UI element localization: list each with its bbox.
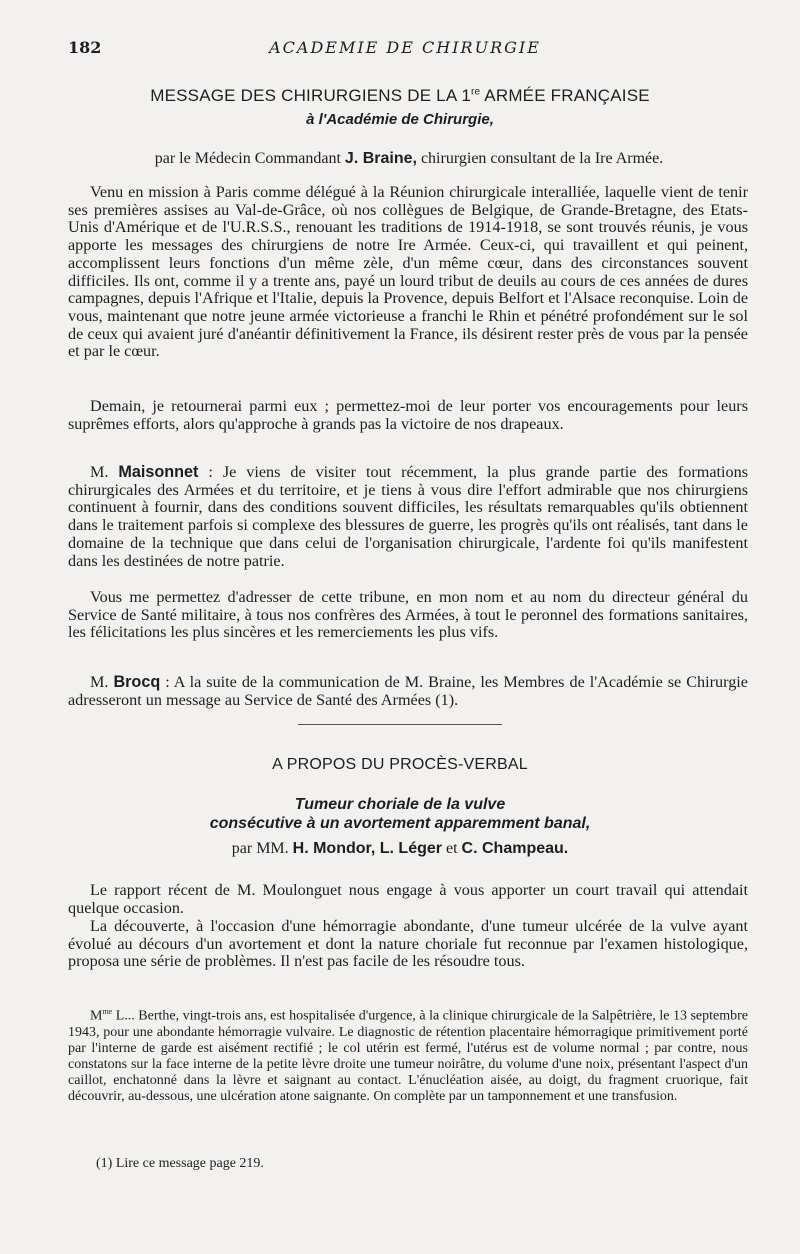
title-part-2: ARMÉE FRANÇAISE xyxy=(480,86,650,105)
brocq-prefix: M. xyxy=(90,673,114,691)
case-report xyxy=(68,1004,748,1105)
byline-suffix: chirurgien consultant de la Ire Armée. xyxy=(416,150,664,167)
maisonnet-paragraph xyxy=(68,464,748,570)
article-byline-and: et xyxy=(442,840,462,857)
maisonnet-prefix: M. xyxy=(90,463,119,481)
message-subtitle: à l'Académie de Chirurgie, xyxy=(306,111,494,128)
footnote: (1) Lire ce message page 219. xyxy=(96,1156,264,1171)
message-paragraph-2: Demain, je retournerai parmi eux ; permettez-moi de leur porter vos encouragements pour leurs suprêmes efforts, alors qu'approche à grands pas la victoire de nos drapeaux. xyxy=(68,397,748,433)
message-paragraph-1: Venu en mission à Paris comme délégué à la Réunion chirurgicale interalliée, laquelle vient de tenir ses premières assises au Val-de-Grâce, où nos collègues de Belgique, de Grande-Bretagne, des Etats-Unis d'Amérique et de l'U.R.S.S., renouant les traditions de 1914-1918, se sont trouvés réunis, je vous apporte les messages des chirurgiens de notre Ire Armée. Ceux-ci, qui travaillent et qui peinent, accomplissent leurs fonctions d'un même zèle, d'un même cœur, dans des circonstances souvent difficiles. Ils ont, comme il y a trente ans, payé un lourd tribut de deuils au cours de ces années de dures campagnes, depuis l'Afrique et l'Italie, depuis la Provence, depuis Belfort et l'Alsace reconquise. Loin de vous, maintenant que notre jeune armée victorieuse a franchi le Rhin et pénétré profondément sur le sol de ceux qui avaient juré d'anéantir définitivement la France, ils désirent rester près de vous par la pensée et par le cœur. xyxy=(68,183,748,361)
brocq-name: Brocq xyxy=(113,673,161,691)
article-byline-prefix: par MM. xyxy=(231,840,293,857)
article-title-line-1: Tumeur choriale de la vulve xyxy=(294,796,506,813)
maisonnet-text: : Je viens de visiter tout récemment, la plus grande partie des formations chirurgicales des Armées et du territoire, et je tiens à vous dire l'effort admirable que nos chirurgiens continuent à fournir, dans des conditions souvent difficiles, les résultats remarquables qu'ils obtiennent dans le traitement parfois si complexe des blessures de guerre, les progrès qu'ils ont réalisés, tant dans le domaine de la technique que dans celui de l'organisation chirurgicale, l'ardente foi qu'ils manifestent dans les destinées de notre patrie. xyxy=(68,463,748,570)
maisonnet-paragraph-2: Vous me permettez d'adresser de cette tribune, en mon nom et au nom du directeur général du Service de Santé militaire, à tous nos confrères des Armées, à tout le peronnel des formations sanitaires, les félicitations les plus sincères et les remerciements les plus vifs. xyxy=(68,588,748,642)
message-byline xyxy=(68,150,750,168)
article-byline xyxy=(0,840,800,858)
section-heading: A PROPOS DU PROCÈS-VERBAL xyxy=(272,756,528,773)
article-title xyxy=(0,795,800,833)
page-number: 182 xyxy=(68,38,102,57)
title-superscript: re xyxy=(471,86,481,98)
brocq-text: : A la suite de la communication de M. Braine, les Membres de l'Académie se Chirurgie adresseront un message au Service de Santé des Armées (1). xyxy=(68,673,748,709)
message-title xyxy=(60,86,740,106)
article-title-line-2: consécutive à un avortement apparemment banal, xyxy=(209,815,591,832)
case-prefix-superscript: me xyxy=(102,1007,113,1016)
byline-author: J. Braine, xyxy=(344,150,417,167)
article-paragraph-1: Le rapport récent de M. Moulonguet nous engage à vous apporter un court travail qui attendait quelque occasion. xyxy=(68,881,748,917)
section-divider xyxy=(298,724,502,725)
brocq-paragraph xyxy=(68,674,748,709)
maisonnet-name: Maisonnet xyxy=(118,463,199,481)
title-part-1: MESSAGE DES CHIRURGIENS DE LA 1 xyxy=(150,86,472,105)
article-authors: H. Mondor, L. Léger xyxy=(292,840,442,857)
article-last-author: C. Champeau. xyxy=(461,840,569,857)
byline-prefix: par le Médecin Commandant xyxy=(154,150,345,167)
running-title: ACADEMIE DE CHIRURGIE xyxy=(269,38,541,57)
case-text: L... Berthe, vingt-trois ans, est hospitalisée d'urgence, à la clinique chirurgicale de la Salpêtrière, le 13 septembre 1943, pour une abondante hémorragie vulvaire. Le diagnostic de rétention placentaire hémorragique primitivement porté par l'interne de garde est aisément rectifié ; le col utérin est fermé, l'utérus est de volume normal ; par contre, nous constatons sur la face interne de la petite lèvre droite une tumeur noirâtre, du volume d'une noix, présentant l'aspect d'un caillot, enchatonné dans la lèvre et saignant au contact. L'énucléation aisée, au doigt, du fragment cruorique, fait découvrir, au-dessous, une ulcération atone saignante. On complète par un tamponnement et une transfusion. xyxy=(68,1008,748,1104)
article-paragraph-2: La découverte, à l'occasion d'une hémorragie abondante, d'une tumeur ulcérée de la vulve ayant évolué au décours d'un avortement et dont la nature choriale fut reconnue par l'examen histologique, proposa une série de problèmes. Il n'est pas facile de les résoudre tous. xyxy=(68,917,748,971)
case-prefix: M xyxy=(90,1008,103,1024)
